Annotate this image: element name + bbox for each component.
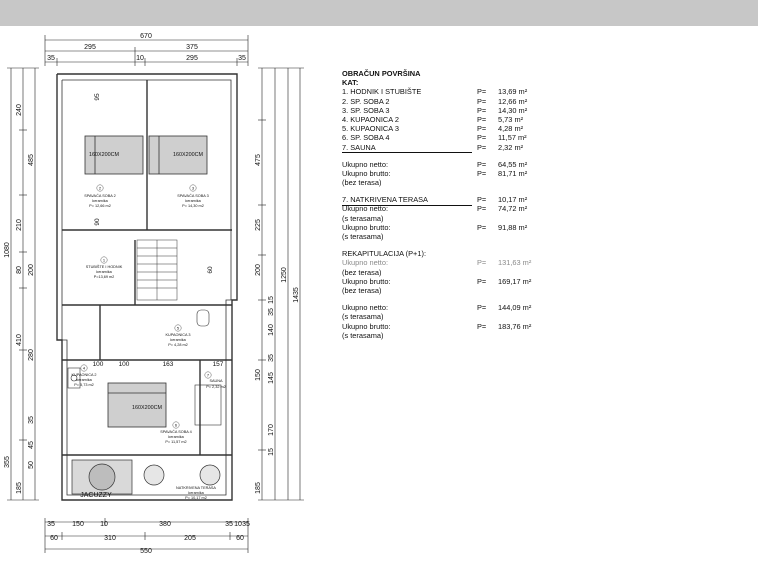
- row-value: 169,17 m²: [498, 276, 532, 286]
- dim-text: 35: [47, 521, 55, 528]
- note-text: (s terasama): [342, 213, 384, 223]
- note-row: [342, 233, 572, 242]
- dim-text: 310: [104, 535, 116, 542]
- left-dimensions: [4, 104, 35, 494]
- row-value: 183,76 m²: [498, 321, 532, 331]
- row-label: Ukupno netto:: [342, 303, 389, 313]
- row-p: P=: [477, 159, 487, 169]
- dim-text: 475: [255, 154, 262, 166]
- row-p: P=: [477, 133, 487, 143]
- dim-text: 95: [94, 93, 101, 101]
- row-value: 4,28 m²: [498, 124, 524, 134]
- room-area: P=13,69 m2: [93, 275, 115, 279]
- row-label: 5. KUPAONICA 3: [342, 124, 399, 134]
- row-label: 3. SP. SOBA 3: [342, 105, 390, 115]
- dim-text: 100: [92, 361, 104, 368]
- room-number: 4: [82, 365, 86, 371]
- room-row: [342, 144, 572, 153]
- row-value: 74,72 m²: [498, 204, 528, 214]
- dim-text: 157: [212, 361, 224, 368]
- room-number: 1: [102, 257, 106, 263]
- row-p: P=: [477, 114, 487, 124]
- room-name: SPAVAĆA SOBA 4: [160, 430, 192, 434]
- note-text: (s terasama): [342, 330, 384, 340]
- dim-text: 145: [268, 372, 275, 384]
- dim-text: 355: [4, 456, 11, 468]
- dim-text: 295: [186, 55, 198, 62]
- room-area: P= 12,66 m2: [89, 204, 111, 208]
- note-text: (bez terasa): [342, 178, 382, 188]
- room-number: 5: [176, 325, 180, 331]
- row-label: 1. HODNIK I STUBIŠTE: [342, 87, 422, 97]
- row-p: P=: [477, 276, 487, 286]
- sum-line: [342, 152, 472, 153]
- row-value: 91,88 m²: [498, 222, 528, 232]
- room-area: P= 14,30 m2: [182, 204, 204, 208]
- dim-text: 163: [162, 361, 174, 368]
- bed-label: 160X200CM: [132, 405, 162, 411]
- dim-text: 15: [268, 296, 275, 304]
- room-name: SAUNA: [209, 379, 223, 383]
- row-p: P=: [477, 105, 487, 115]
- room-area: P= 4,28 m2: [168, 343, 188, 347]
- recap-title-text: REKAPITULACIJA (P+1):: [342, 249, 426, 259]
- row-value: 14,30 m²: [498, 105, 528, 115]
- dim-text: 200: [255, 264, 262, 276]
- room-floor: keramika: [185, 199, 201, 203]
- dim-text: 60: [50, 535, 58, 542]
- dim-text: 550: [140, 548, 152, 555]
- dim-text: 35: [242, 521, 250, 528]
- room-name: SPAVAĆA SOBA 3: [177, 194, 209, 198]
- row-value: 144,09 m²: [498, 303, 532, 313]
- row-value: 81,71 m²: [498, 168, 528, 178]
- dim-text: 60: [207, 266, 214, 274]
- top-dimensions: [47, 33, 246, 62]
- row-p: P=: [477, 168, 487, 178]
- dim-text: 240: [16, 104, 23, 116]
- row-label: Ukupno netto:: [342, 204, 389, 214]
- dim-text: 35: [47, 55, 55, 62]
- area-calculation-table: [342, 70, 572, 341]
- table-title: [342, 70, 572, 79]
- note-text: (s terasama): [342, 312, 384, 322]
- dim-text: 295: [84, 44, 96, 51]
- dim-text: 1250: [281, 267, 288, 283]
- room-area: P= 2,32 m2: [206, 385, 226, 389]
- row-p: P=: [477, 96, 487, 106]
- floor-plan-drawing: [0, 26, 320, 564]
- dim-text: 185: [16, 482, 23, 494]
- dim-text: 35: [28, 416, 35, 424]
- room-name: KUPAONICA 2: [71, 373, 97, 377]
- room-number: 6: [174, 422, 178, 428]
- dim-text: 100: [118, 361, 130, 368]
- dim-text: 35: [238, 55, 246, 62]
- row-value: 11,57 m²: [498, 133, 527, 143]
- dim-text: 210: [16, 219, 23, 231]
- room-floor: keramika: [170, 338, 186, 342]
- room-number: 3: [191, 185, 195, 191]
- room-floor: keramika: [188, 491, 204, 495]
- dim-text: 35: [225, 521, 233, 528]
- row-value: 10,17 m²: [498, 195, 528, 205]
- room-labels: [71, 193, 225, 500]
- dim-text: 1435: [293, 287, 300, 303]
- room-row: [342, 134, 572, 143]
- dim-text: 35: [268, 308, 275, 316]
- bottom-dimensions: [47, 521, 250, 555]
- row-p: P=: [477, 195, 487, 205]
- dim-text: 375: [186, 44, 198, 51]
- room-name: STUBIŠTE I HODNIK: [85, 265, 123, 269]
- room-number: 2: [98, 185, 102, 191]
- row-label: 4. KUPAONICA 2: [342, 114, 399, 124]
- row-label: 2. SP. SOBA 2: [342, 96, 390, 106]
- dim-text: 150: [255, 369, 262, 381]
- note-row: [342, 287, 572, 296]
- row-p: P=: [477, 124, 487, 134]
- row-p: P=: [477, 321, 487, 331]
- dim-text: 15: [268, 448, 275, 456]
- room-area: P= 10,17 m2: [185, 496, 207, 500]
- row-value: 12,66 m²: [498, 96, 528, 106]
- dim-text: 45: [28, 441, 35, 449]
- room-area: P= 5,73 m2: [74, 383, 94, 387]
- dim-text: 35: [268, 354, 275, 362]
- bed-label: 160X200CM: [89, 152, 119, 158]
- row-value: 131,63 m²: [498, 258, 532, 268]
- row-value: 5,73 m²: [498, 114, 524, 124]
- dim-text: 380: [159, 521, 171, 528]
- row-p: P=: [477, 222, 487, 232]
- room-number: 7: [206, 372, 210, 378]
- jacuzzi-label: JACUZZY: [80, 492, 112, 499]
- dim-text: 10: [100, 521, 108, 528]
- row-value: 64,55 m²: [498, 159, 528, 169]
- dim-text: 280: [28, 349, 35, 361]
- row-label: Ukupno brutto:: [342, 222, 391, 232]
- row-value: 2,32 m²: [498, 142, 524, 152]
- row-value: 13,69 m²: [498, 87, 528, 97]
- note-text: (s terasama): [342, 232, 384, 241]
- dim-text: 50: [28, 461, 35, 469]
- room-floor: keramika: [92, 199, 108, 203]
- room-name: NATKRIVENA TERASA: [176, 486, 216, 490]
- dim-text: 200: [28, 264, 35, 276]
- dim-text: 205: [184, 535, 196, 542]
- room-floor: keramika: [96, 270, 112, 274]
- row-p: P=: [477, 204, 487, 214]
- building-walls: [57, 74, 237, 500]
- dim-text: 140: [268, 324, 275, 336]
- row-label: Ukupno netto:: [342, 159, 389, 169]
- row-p: P=: [477, 142, 487, 152]
- note-text: (bez terasa): [342, 285, 382, 295]
- note-text: (bez terasa): [342, 267, 382, 277]
- note-row: [342, 332, 572, 341]
- dim-text: 10: [234, 521, 242, 528]
- dim-text: 1080: [4, 242, 11, 258]
- top-bar: [0, 0, 758, 26]
- table-title-text: OBRAČUN POVRŠINA: [342, 69, 421, 78]
- floor-plan-svg: [0, 26, 320, 564]
- dim-text: 60: [236, 535, 244, 542]
- staircase: [137, 240, 177, 300]
- floor-label-text: KAT:: [342, 78, 359, 88]
- dim-text: 10: [136, 55, 144, 62]
- dim-text: 670: [140, 33, 152, 40]
- dim-text: 150: [72, 521, 84, 528]
- room-floor: keramika: [168, 435, 184, 439]
- row-p: P=: [477, 303, 487, 313]
- row-label: 6. SP. SOBA 4: [342, 133, 390, 143]
- dim-text: 225: [255, 219, 262, 231]
- dim-text: 90: [94, 218, 101, 226]
- dim-text: 485: [28, 154, 35, 166]
- room-area: P= 11,57 m2: [165, 440, 187, 444]
- row-label: 7. SAUNA: [342, 142, 376, 152]
- room-name: SPAVAĆA SOBA 2: [84, 194, 116, 198]
- row-p: P=: [477, 258, 487, 268]
- row-label: Ukupno netto:: [342, 258, 389, 268]
- row-label: 7. NATKRIVENA TERASA: [342, 195, 428, 205]
- dim-text: 170: [268, 424, 275, 436]
- row-label: Ukupno brutto:: [342, 321, 391, 331]
- room-floor: keramika: [76, 378, 92, 382]
- bed-labels: [89, 152, 203, 411]
- dim-text: 80: [16, 266, 23, 274]
- note-row: [342, 179, 572, 188]
- room-name: KUPAONICA 3: [165, 333, 191, 337]
- row-label: Ukupno brutto:: [342, 168, 391, 178]
- dim-text: 410: [16, 334, 23, 346]
- row-p: P=: [477, 87, 487, 97]
- bed-label: 160X200CM: [173, 152, 203, 158]
- row-label: Ukupno brutto:: [342, 276, 391, 286]
- dim-text: 185: [255, 482, 262, 494]
